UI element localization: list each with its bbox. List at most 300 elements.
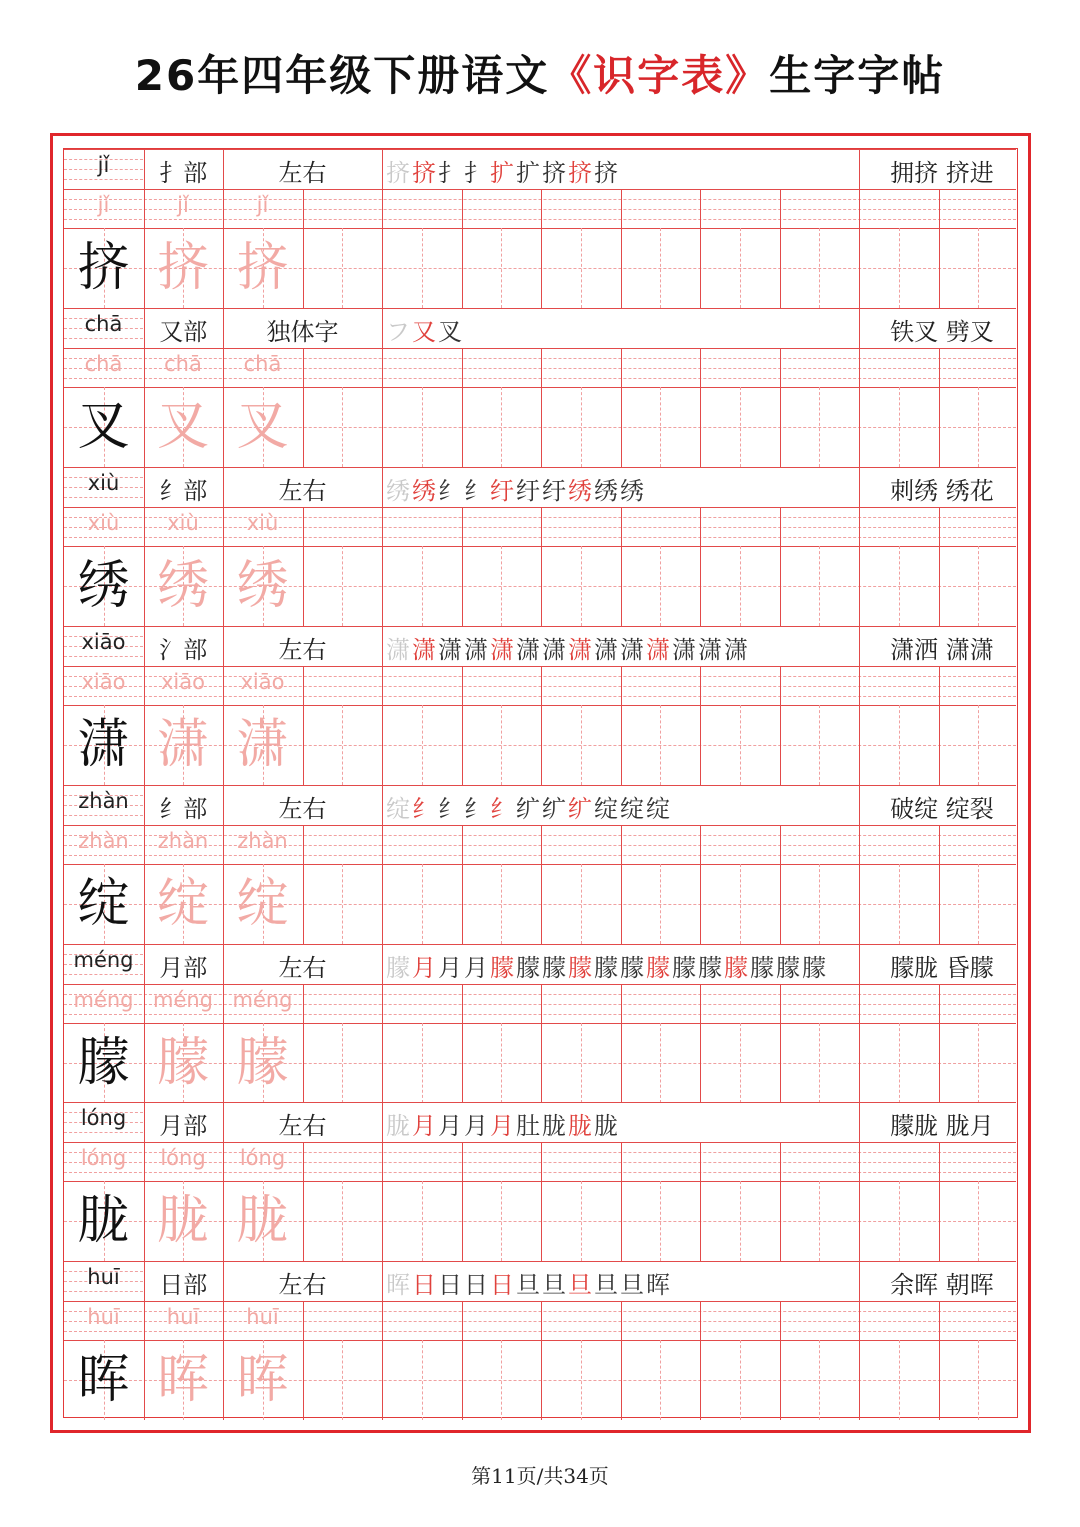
col-border: [462, 507, 463, 626]
col-border: [462, 1142, 463, 1261]
col-border: [939, 666, 940, 785]
grid-guide: [342, 864, 343, 944]
stroke-step: 纟: [490, 794, 516, 823]
col-border: [541, 189, 542, 308]
grid-guide: [978, 864, 979, 944]
pinyin-guide: [64, 537, 1016, 538]
model-character: 挤: [77, 238, 130, 298]
model-character: 绽: [77, 873, 130, 934]
col-border: [700, 1301, 701, 1420]
example-words: 破绽 绽裂: [890, 794, 994, 823]
pinyin-trace: huī: [166, 1305, 200, 1330]
pinyin-guide: [64, 378, 1016, 379]
character-block: [64, 467, 1016, 626]
stroke-step: 挤: [542, 159, 568, 187]
trace-character: 胧: [156, 1191, 209, 1252]
stroke-step: 扌: [464, 159, 490, 187]
header-divider: [382, 467, 383, 507]
stroke-order: [386, 153, 856, 193]
pinyin-trace: xiù: [246, 510, 279, 535]
col-border: [939, 507, 940, 626]
pinyin-guide: [64, 338, 143, 339]
trace-character: 绽: [156, 873, 209, 934]
grid-guide: [899, 387, 900, 467]
stroke-step: 日: [438, 1271, 464, 1300]
col-border: [859, 507, 860, 626]
title-highlight: 《识字表》: [549, 51, 770, 100]
header-divider: [859, 1261, 860, 1301]
grid-guide: [501, 1023, 502, 1103]
stroke-step: 日: [464, 1271, 490, 1300]
example-words: 刺绣 绣花: [890, 476, 994, 505]
grid-guide: [978, 546, 979, 626]
stroke-step: 胧: [568, 1112, 594, 1141]
col-border: [382, 825, 383, 944]
radical-label: 月部: [159, 1112, 208, 1141]
stroke-step: 扩: [516, 159, 542, 187]
pinyin-label: xiù: [87, 470, 120, 495]
stroke-step: 潇: [516, 635, 542, 664]
stroke-step: 绽: [646, 794, 672, 823]
header-divider: [382, 944, 383, 984]
col-border: [382, 1142, 383, 1261]
col-border: [621, 189, 622, 308]
pinyin-trace: xiāo: [161, 669, 205, 694]
col-border: [382, 507, 383, 626]
grid-guide: [660, 1181, 661, 1261]
grid-guide: [819, 228, 820, 308]
grid-guide: [660, 1023, 661, 1103]
character-block: [64, 1261, 1016, 1420]
grid-guide: [660, 705, 661, 785]
pinyin-guide: [64, 1331, 1016, 1332]
stroke-step: 绣: [412, 476, 438, 505]
col-border: [621, 825, 622, 944]
col-border: [303, 1301, 304, 1420]
grid-guide: [581, 387, 582, 467]
col-border: [780, 1142, 781, 1261]
stroke-step: 月: [464, 1112, 490, 1141]
stroke-step: 朦: [516, 953, 542, 982]
stroke-step: 月: [412, 953, 438, 982]
grid-guide: [819, 546, 820, 626]
header-divider: [859, 308, 860, 348]
pinyin-trace: chā: [164, 351, 202, 376]
col-border: [382, 189, 383, 308]
grid-guide: [899, 546, 900, 626]
col-border: [859, 984, 860, 1103]
col-border: [462, 666, 463, 785]
pinyin-trace-model: chā: [84, 351, 123, 376]
col-border: [780, 825, 781, 944]
structure-label: 左右: [278, 1271, 327, 1300]
stroke-step: 朦: [386, 953, 412, 982]
pinyin-guide: [64, 497, 143, 498]
stroke-step: 纡: [490, 476, 516, 505]
stroke-order: [386, 471, 856, 511]
pinyin-trace: xiù: [167, 510, 199, 535]
stroke-step: 晖: [386, 1271, 412, 1300]
stroke-step: 挤: [594, 159, 620, 187]
header-divider: [859, 467, 860, 507]
trace-character: 叉: [236, 396, 289, 457]
structure-label: 左右: [278, 953, 327, 982]
stroke-order: [386, 1106, 856, 1146]
grid-guide: [581, 546, 582, 626]
character-block: [64, 626, 1016, 785]
col-border: [700, 507, 701, 626]
stroke-step: 月: [464, 953, 490, 982]
grid-guide: [581, 864, 582, 944]
grid-guide: [422, 228, 423, 308]
stroke-step: 纟: [438, 794, 464, 823]
col-border: [621, 1142, 622, 1261]
title-prefix: 26年四年级下册语文: [134, 51, 550, 100]
grid-guide: [501, 546, 502, 626]
grid-guide: [899, 228, 900, 308]
col-border: [780, 1301, 781, 1420]
stroke-step: 月: [438, 953, 464, 982]
stroke-step: 叉: [438, 317, 464, 346]
col-border: [780, 348, 781, 467]
row-border: [64, 467, 1016, 468]
grid-guide: [342, 1181, 343, 1261]
row-border: [64, 944, 1016, 945]
example-words: 铁叉 劈叉: [890, 317, 994, 346]
model-character: 胧: [77, 1191, 130, 1252]
grid-guide: [581, 1181, 582, 1261]
trace-character: 潇: [236, 714, 289, 775]
grid-guide: [899, 1023, 900, 1103]
pinyin-trace: huī: [246, 1305, 279, 1330]
character-block: [64, 785, 1016, 944]
grid-guide: [978, 1181, 979, 1261]
grid-guide: [422, 864, 423, 944]
radical-label: 纟部: [159, 794, 208, 823]
grid-guide: [740, 705, 741, 785]
header-divider: [382, 785, 383, 825]
col-border: [303, 1142, 304, 1261]
stroke-step: 纟: [412, 794, 438, 823]
example-words: 余晖 朝晖: [890, 1271, 994, 1300]
stroke-step: 月: [412, 1112, 438, 1141]
col-border: [382, 1301, 383, 1420]
example-words: 朦胧 胧月: [890, 1112, 994, 1141]
character-block: [64, 308, 1016, 467]
stroke-step: 胧: [386, 1112, 412, 1141]
stroke-step: 旦: [516, 1271, 542, 1300]
stroke-step: 绣: [594, 476, 620, 505]
pinyin-guide: [64, 179, 143, 180]
trace-character: 挤: [156, 238, 209, 298]
grid-guide: [740, 1023, 741, 1103]
col-border: [700, 666, 701, 785]
pinyin-label: xiāo: [81, 629, 126, 654]
stroke-step: 日: [412, 1271, 438, 1300]
grid-guide: [740, 387, 741, 467]
row-border: [64, 1102, 1016, 1103]
stroke-step: 纡: [542, 476, 568, 505]
stroke-step: 纩: [542, 794, 568, 823]
header-divider: [859, 785, 860, 825]
example-words: 朦胧 昏朦: [890, 953, 994, 982]
col-border: [303, 507, 304, 626]
grid-guide: [819, 1340, 820, 1420]
trace-character: 朦: [156, 1032, 209, 1093]
radical-label: 又部: [159, 317, 208, 346]
col-border: [462, 348, 463, 467]
stroke-step: 胧: [594, 1112, 620, 1141]
model-character: 潇: [77, 714, 130, 775]
grid-guide: [819, 387, 820, 467]
col-border: [780, 984, 781, 1103]
stroke-step: 挤: [386, 159, 412, 187]
trace-character: 绣: [156, 555, 209, 616]
stroke-order: [386, 630, 856, 670]
character-block: [64, 944, 1016, 1103]
row-border: [64, 785, 1016, 786]
stroke-step: 潇: [620, 635, 646, 664]
col-border: [541, 1142, 542, 1261]
col-border: [859, 189, 860, 308]
stroke-step: 挤: [412, 159, 438, 187]
stroke-order: [386, 948, 856, 988]
grid-guide: [899, 864, 900, 944]
pinyin-label: jǐ: [97, 153, 110, 177]
title-suffix: 生字字帖: [769, 51, 946, 100]
stroke-step: 朦: [594, 953, 620, 982]
stroke-step: 月: [438, 1112, 464, 1141]
col-border: [303, 189, 304, 308]
pinyin-guide: [64, 855, 1016, 856]
grid-guide: [501, 228, 502, 308]
stroke-step: 朦: [568, 953, 594, 982]
col-border: [780, 666, 781, 785]
example-words: 潇洒 潇潇: [890, 635, 994, 664]
stroke-step: 朦: [776, 953, 802, 982]
col-border: [382, 984, 383, 1103]
stroke-step: 潇: [464, 635, 490, 664]
stroke-step: 潇: [542, 635, 568, 664]
stroke-step: 纟: [464, 794, 490, 823]
stroke-step: 潇: [594, 635, 620, 664]
stroke-step: 纩: [568, 794, 594, 823]
stroke-step: 纟: [464, 476, 490, 505]
example-words: 拥挤 挤进: [890, 159, 994, 187]
pinyin-trace-model: zhàn: [78, 828, 129, 853]
col-border: [462, 825, 463, 944]
col-border: [621, 348, 622, 467]
pinyin-guide: [64, 974, 143, 975]
pinyin-trace: chā: [243, 351, 282, 376]
grid-guide: [660, 387, 661, 467]
grid-guide: [581, 1340, 582, 1420]
col-border: [700, 348, 701, 467]
structure-label: 独体字: [266, 317, 339, 346]
header-divider: [859, 944, 860, 984]
grid-guide: [660, 228, 661, 308]
header-divider: [382, 149, 383, 189]
grid-guide: [342, 228, 343, 308]
stroke-step: 纩: [516, 794, 542, 823]
radical-label: 氵部: [159, 635, 208, 664]
grid-guide: [342, 705, 343, 785]
structure-label: 左右: [278, 794, 327, 823]
grid-guide: [422, 546, 423, 626]
stroke-order: [386, 1265, 856, 1305]
pinyin-trace: zhàn: [157, 828, 209, 853]
stroke-step: 朦: [542, 953, 568, 982]
col-border: [859, 825, 860, 944]
page-title: [0, 44, 1080, 108]
pinyin-trace-model: xiāo: [81, 669, 126, 694]
col-border: [859, 348, 860, 467]
grid-guide: [978, 1023, 979, 1103]
pinyin-guide: [64, 656, 143, 657]
col-border: [541, 825, 542, 944]
model-character: 绣: [77, 555, 130, 616]
stroke-step: 肚: [516, 1112, 542, 1141]
pinyin-trace: zhàn: [237, 828, 288, 853]
trace-character: 晖: [236, 1350, 289, 1411]
stroke-step: 绣: [568, 476, 594, 505]
grid-guide: [899, 1340, 900, 1420]
grid-guide: [342, 546, 343, 626]
stroke-step: 纟: [438, 476, 464, 505]
stroke-step: 朦: [698, 953, 724, 982]
trace-character: 潇: [156, 714, 209, 775]
header-divider: [382, 308, 383, 348]
pinyin-guide: [64, 219, 1016, 220]
col-border: [541, 507, 542, 626]
grid-guide: [740, 546, 741, 626]
grid-guide: [501, 387, 502, 467]
practice-grid: [63, 148, 1018, 1418]
grid-guide: [660, 864, 661, 944]
col-border: [303, 984, 304, 1103]
pinyin-guide: [64, 815, 143, 816]
col-border: [621, 507, 622, 626]
trace-character: 朦: [236, 1032, 289, 1093]
col-border: [621, 984, 622, 1103]
col-border: [780, 507, 781, 626]
pinyin-trace-model: lóng: [80, 1146, 127, 1171]
pinyin-label: zhàn: [78, 788, 129, 813]
grid-guide: [899, 1181, 900, 1261]
stroke-step: 潇: [412, 635, 438, 664]
pinyin-label: chā: [84, 311, 123, 336]
col-border: [303, 825, 304, 944]
pinyin-trace-model: xiù: [87, 510, 120, 535]
col-border: [700, 984, 701, 1103]
grid-guide: [501, 864, 502, 944]
grid-guide: [501, 705, 502, 785]
header-divider: [859, 626, 860, 666]
trace-character: 晖: [156, 1350, 209, 1411]
stroke-step: 朦: [672, 953, 698, 982]
col-border: [859, 1142, 860, 1261]
trace-character: 胧: [236, 1191, 289, 1252]
col-border: [859, 666, 860, 785]
pinyin-trace: méng: [232, 987, 293, 1012]
trace-character: 叉: [156, 396, 209, 457]
pinyin-label: méng: [73, 947, 134, 972]
grid-guide: [740, 1181, 741, 1261]
col-border: [939, 189, 940, 308]
stroke-step: 旦: [568, 1271, 594, 1300]
col-border: [939, 1301, 940, 1420]
col-border: [621, 1301, 622, 1420]
grid-guide: [422, 1340, 423, 1420]
stroke-step: 朦: [802, 953, 828, 982]
stroke-step: 绣: [620, 476, 646, 505]
col-border: [780, 189, 781, 308]
pinyin-trace: jǐ: [177, 193, 189, 217]
grid-guide: [342, 387, 343, 467]
grid-guide: [581, 1023, 582, 1103]
stroke-step: 潇: [386, 635, 412, 664]
col-border: [700, 1142, 701, 1261]
header-divider: [859, 1102, 860, 1142]
stroke-step: 又: [412, 317, 438, 346]
header-divider: [382, 626, 383, 666]
grid-guide: [342, 1340, 343, 1420]
col-border: [621, 666, 622, 785]
col-border: [382, 348, 383, 467]
grid-guide: [581, 705, 582, 785]
radical-label: 扌部: [159, 159, 208, 187]
grid-guide: [819, 1023, 820, 1103]
grid-guide: [501, 1340, 502, 1420]
stroke-step: 月: [490, 1112, 516, 1141]
radical-label: 日部: [159, 1271, 208, 1300]
grid-guide: [899, 705, 900, 785]
col-border: [700, 825, 701, 944]
model-character: 晖: [77, 1350, 130, 1411]
col-border: [700, 189, 701, 308]
grid-guide: [422, 1023, 423, 1103]
trace-character: 绣: [236, 555, 289, 616]
grid-guide: [501, 1181, 502, 1261]
col-border: [939, 348, 940, 467]
model-character: 叉: [77, 396, 130, 457]
pinyin-guide: [64, 1291, 143, 1292]
stroke-step: 旦: [542, 1271, 568, 1300]
col-border: [303, 348, 304, 467]
col-border: [303, 666, 304, 785]
stroke-step: 潇: [646, 635, 672, 664]
stroke-step: 潇: [568, 635, 594, 664]
stroke-step: 朦: [620, 953, 646, 982]
grid-guide: [978, 228, 979, 308]
stroke-step: 潇: [698, 635, 724, 664]
pinyin-guide: [64, 696, 1016, 697]
radical-label: 纟部: [159, 476, 208, 505]
character-block: [64, 1102, 1016, 1261]
pinyin-trace: lóng: [239, 1146, 286, 1171]
pinyin-guide: [64, 1014, 1016, 1015]
grid-guide: [342, 1023, 343, 1103]
grid-guide: [740, 228, 741, 308]
col-border: [462, 984, 463, 1103]
page-number: 第11页/共34页: [471, 1464, 609, 1488]
trace-character: 挤: [236, 238, 289, 298]
character-block: [64, 149, 1016, 308]
stroke-step: 朦: [646, 953, 672, 982]
pinyin-label: huī: [87, 1265, 120, 1290]
grid-guide: [978, 705, 979, 785]
grid-guide: [422, 705, 423, 785]
